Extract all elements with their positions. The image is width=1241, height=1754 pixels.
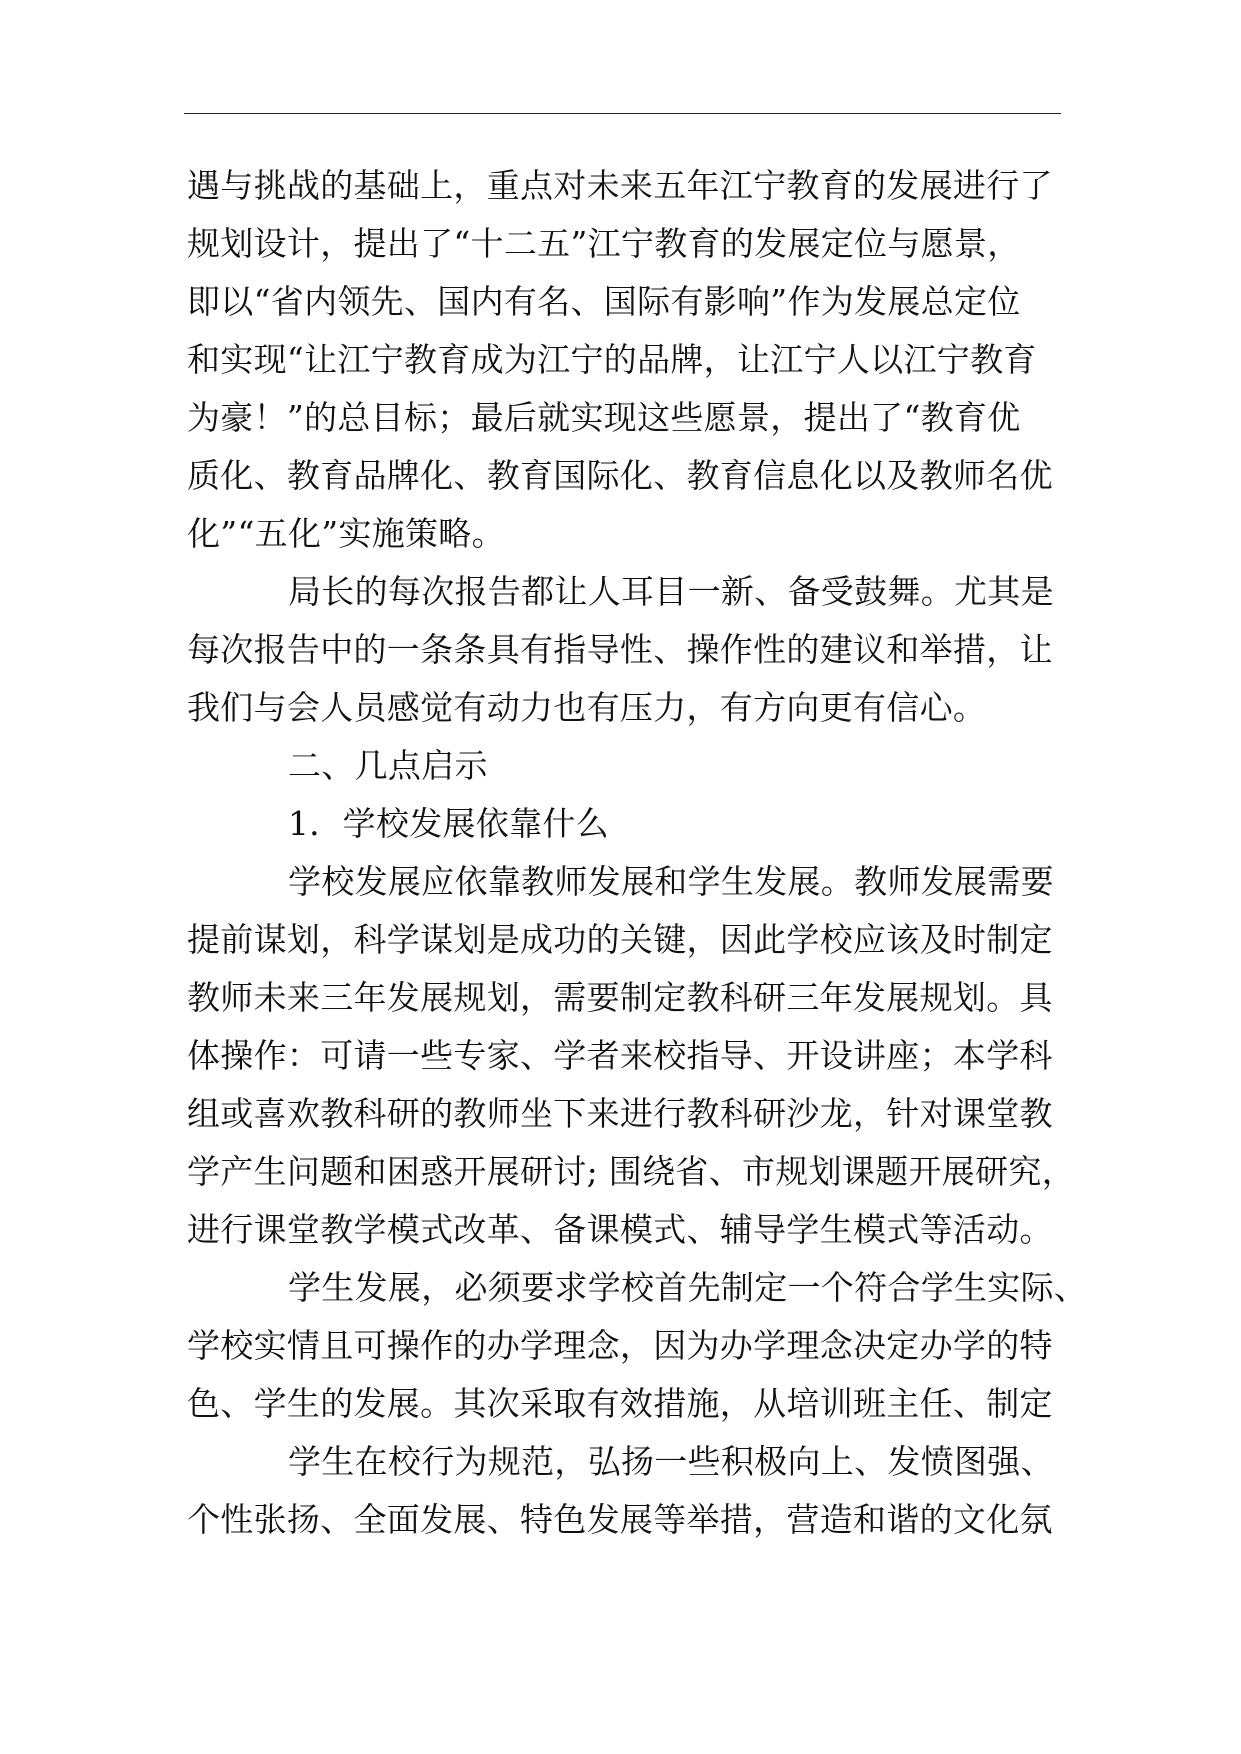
body-line-8: 局长的每次报告都让人耳目一新、备受鼓舞。尤其是 <box>288 572 1054 611</box>
body-line-21: 学校实情且可操作的办学理念，因为办学理念决定办学的特 <box>187 1326 1053 1365</box>
subsection-heading: 1．学校发展依靠什么 <box>288 804 609 843</box>
body-line-1: 遇与挑战的基础上，重点对未来五年江宁教育的发展进行了 <box>187 166 1053 205</box>
body-line-9: 每次报告中的一条条具有指导性、操作性的建议和举措，让 <box>187 630 1053 669</box>
section-heading: 二、几点启示 <box>288 746 488 785</box>
header-rule <box>184 113 1061 114</box>
body-line-4: 和实现“让江宁教育成为江宁的品牌，让江宁人以江宁教育 <box>187 340 1037 379</box>
body-line-7: 化”“五化”实施策略。 <box>187 514 505 553</box>
body-line-22: 色、学生的发展。其次采取有效措施，从培训班主任、制定 <box>187 1384 1053 1423</box>
body-line-15: 教师未来三年发展规划，需要制定教科研三年发展规划。具 <box>187 978 1053 1017</box>
body-line-13: 学校发展应依靠教师发展和学生发展。教师发展需要 <box>288 862 1054 901</box>
body-line-19: 进行课堂教学模式改革、备课模式、辅导学生模式等活动。 <box>187 1210 1053 1249</box>
body-line-23: 学生在校行为规范，弘扬一些积极向上、发愤图强、 <box>288 1442 1054 1481</box>
body-line-3: 即以“省内领先、国内有名、国际有影响”作为发展总定位 <box>187 282 1021 321</box>
body-line-10: 我们与会人员感觉有动力也有压力，有方向更有信心。 <box>187 688 987 727</box>
body-line-18: 学产生问题和困惑开展研讨; 围绕省、市规划课题开展研究， <box>187 1152 1076 1191</box>
body-line-5: 为豪！”的总目标；最后就实现这些愿景，提出了“教育优 <box>187 398 1021 437</box>
body-line-20: 学生发展，必须要求学校首先制定一个符合学生实际、 <box>288 1268 1088 1307</box>
body-line-16: 体操作：可请一些专家、学者来校指导、开设讲座；本学科 <box>187 1036 1053 1075</box>
body-line-2: 规划设计，提出了“十二五”江宁教育的发展定位与愿景， <box>187 224 1021 263</box>
body-line-14: 提前谋划，科学谋划是成功的关键，因此学校应该及时制定 <box>187 920 1053 959</box>
body-line-6: 质化、教育品牌化、教育国际化、教育信息化以及教师名优 <box>187 456 1053 495</box>
body-line-24: 个性张扬、全面发展、特色发展等举措，营造和谐的文化氛 <box>187 1500 1053 1539</box>
body-line-17: 组或喜欢教科研的教师坐下来进行教科研沙龙，针对课堂教 <box>187 1094 1053 1133</box>
